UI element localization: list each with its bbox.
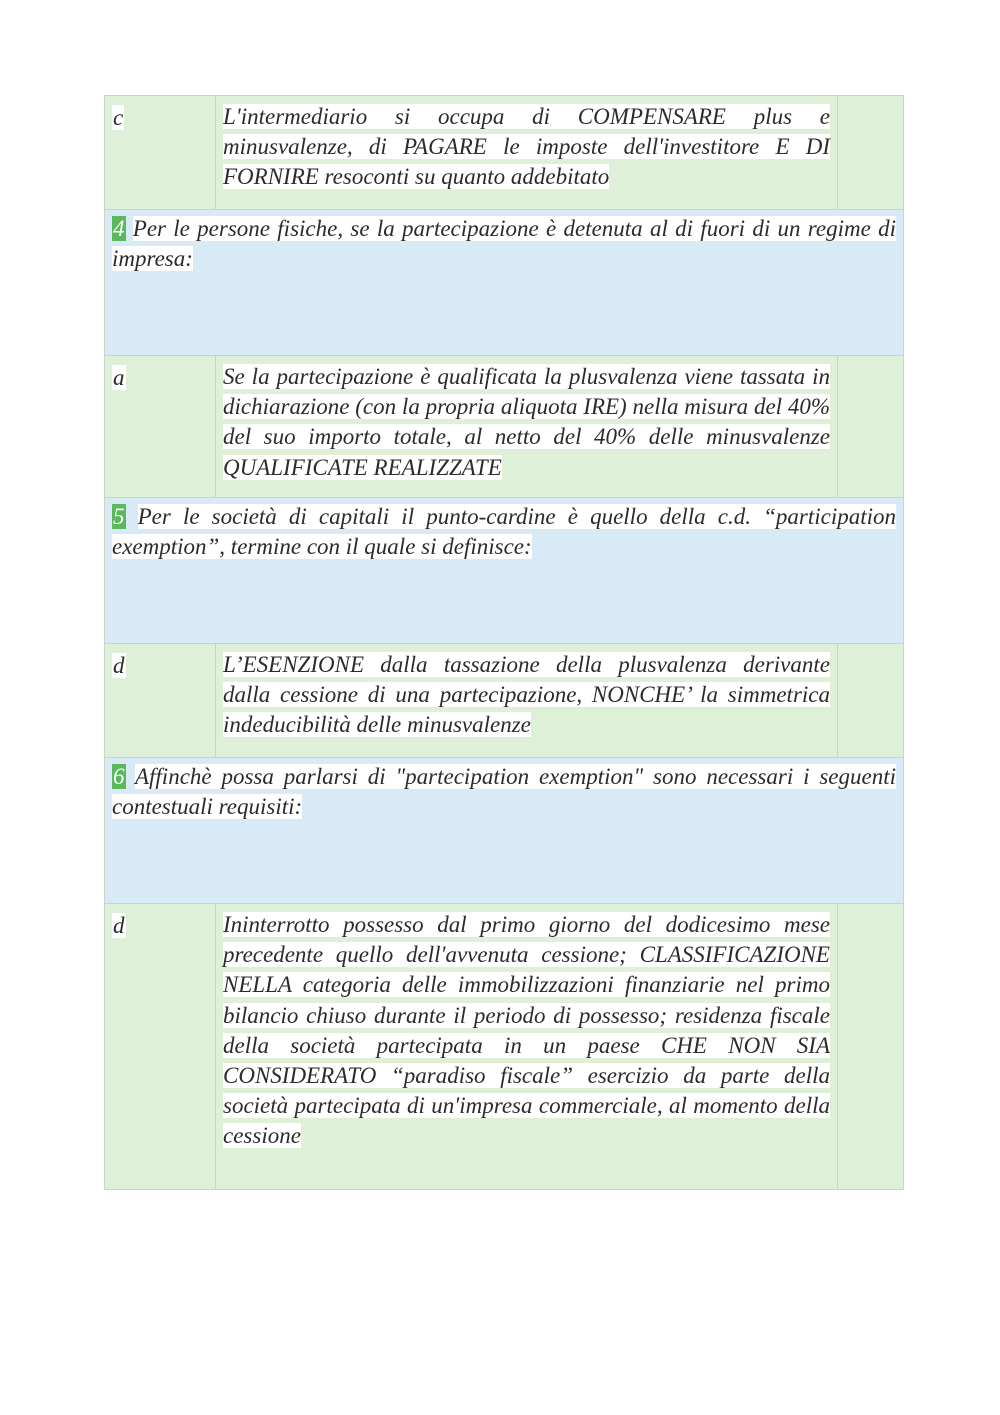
question-number: 4 (113, 216, 125, 241)
answer-text: Ininterrotto possesso dal primo giorno del dodicesimo mese precedente quello dell'avvenuta cessione; CLASSIFICAZIONE NELLA categoria delle immobilizzazioni finanziarie nel primo bilancio chiuso durante il periodo di possesso; residenza fiscale della società partecipata in un paese CHE NON SIA CONSIDERATO “paradiso fiscale” esercizio da parte della società partecipata di un'impresa commerciale, al momento della cessione (223, 912, 830, 1149)
answer-row-3 (104, 95, 904, 209)
answer-blank-cell (838, 644, 903, 757)
answer-letter-cell (105, 904, 216, 1189)
question-text: Affinchè possa parlarsi di "partecipation exemption" sono necessari i seguenti contestuali requisiti: (112, 764, 896, 820)
answer-row-4 (104, 355, 904, 497)
question-text: Per le società di capitali il punto-cardine è quello della c.d. “participation exemption”, termine con il quale si definisce: (112, 504, 897, 560)
answer-blank-cell (838, 96, 903, 209)
question-row-5 (104, 497, 904, 643)
answer-text: L'intermediario si occupa di COMPENSARE plus e minusvalenze, di PAGARE le imposte dell'investitore E DI FORNIRE resoconti su quanto addebitato (223, 104, 830, 190)
answer-letter-cell (105, 356, 216, 497)
answer-blank-cell (838, 356, 903, 497)
answer-text: L’ESENZIONE dalla tassazione della plusvalenza derivante dalla cessione di una partecipazione, NONCHE’ la simmetrica indeducibilità delle minusvalenze (223, 652, 830, 738)
question-row-6 (104, 757, 904, 903)
answer-blank-cell (838, 904, 903, 1189)
answer-letter: a (113, 365, 125, 390)
answer-text: Se la partecipazione è qualificata la plusvalenza viene tassata in dichiarazione (con la propria aliquota IRE) nella misura del 40% del suo importo totale, al netto del 40% delle minusvalenze QUALIFICATE REALIZZATE (223, 364, 830, 480)
answer-text-cell (216, 96, 838, 209)
answer-letter-cell (105, 644, 216, 757)
question-text: Per le persone fisiche, se la partecipazione è detenuta al di fuori di un regime di impresa: (112, 216, 897, 272)
answer-row-6 (104, 903, 904, 1190)
question-row-4 (104, 209, 904, 355)
answer-text-cell (216, 904, 838, 1189)
question-number: 5 (113, 504, 125, 529)
answer-text-cell (216, 356, 838, 497)
answer-letter-cell (105, 96, 216, 209)
quiz-table (104, 95, 904, 1190)
answer-letter: c (113, 105, 124, 130)
question-number: 6 (113, 764, 125, 789)
answer-row-5 (104, 643, 904, 757)
answer-text-cell (216, 644, 838, 757)
answer-letter: d (113, 913, 125, 938)
answer-letter: d (113, 653, 125, 678)
